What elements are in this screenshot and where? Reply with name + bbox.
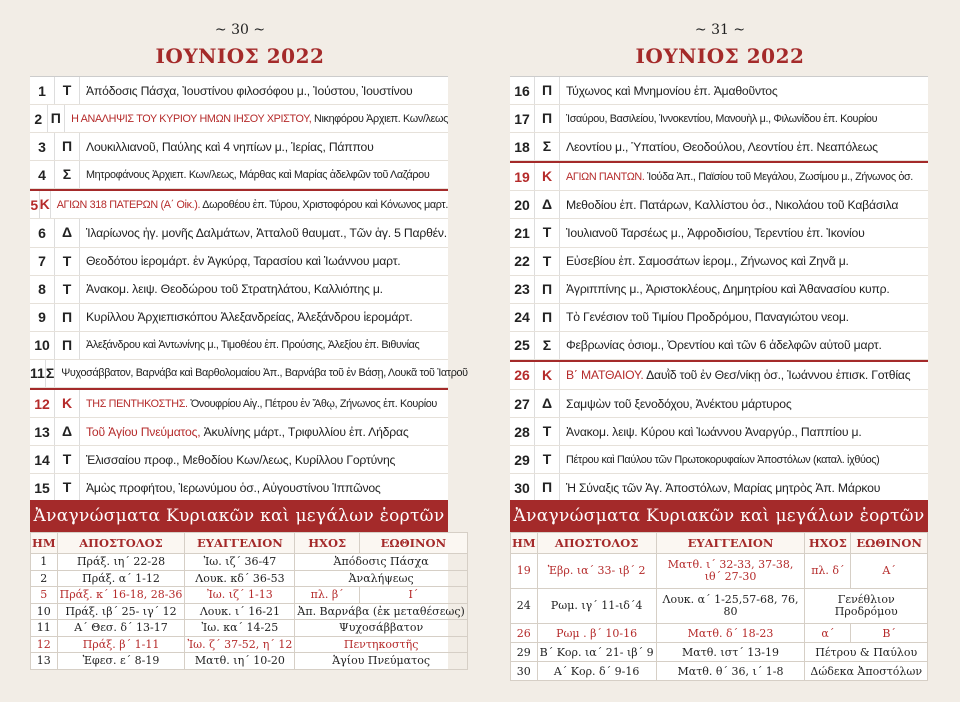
day-number: 9 xyxy=(38,309,46,326)
day-number: 13 xyxy=(34,423,50,440)
page-number: ~ 31 ~ xyxy=(694,22,746,38)
reading-day: 26 xyxy=(511,624,538,643)
reading-apostle: Ρωμ . β΄ 10-16 xyxy=(537,624,656,643)
reading-gospel: Λουκ. ι΄ 16-21 xyxy=(185,603,295,620)
reading-day: 1 xyxy=(31,554,58,571)
saints-text: Μητροφάνους Ἀρχιεπ. Κων/λεως, Μάρθας καὶ Μαρίας ἀδελφῶν τοῦ Λαζάρου xyxy=(86,168,430,181)
month-title: ΙΟΥΝΙΟΣ 2022 xyxy=(635,44,805,68)
day-saints xyxy=(80,339,448,351)
feast-name: ΤΗΣ ΠΕΝΤΗΚΟΣΤΗΣ. xyxy=(86,397,188,410)
day-saints xyxy=(560,226,928,240)
column-header: ΑΠΟΣΤΟΛΟΣ xyxy=(57,533,185,554)
readings-title: Ἀναγνώσματα Κυριακῶν καὶ μεγάλων ἑορτῶν xyxy=(510,500,928,532)
reading-apostle: Πράξ. β΄ 1-11 xyxy=(57,636,185,653)
saints-text: Ἀγριππίνης μ., Ἀριστοκλέους, Δημητρίου καὶ Ἀθανασίου κυπρ. xyxy=(566,282,890,297)
reading-row xyxy=(511,624,928,643)
reading-feast: Ἀναλήψεως xyxy=(295,570,467,587)
day-row xyxy=(30,332,448,360)
day-row xyxy=(30,418,448,446)
saints-text: Ἡ Σύναξις τῶν Ἁγ. Ἀποστόλων, Μαρίας μητρὸς Ἀπ. Μάρκου xyxy=(566,480,881,495)
reading-gospel: Ματθ. θ΄ 36, ι΄ 1-8 xyxy=(656,662,805,681)
weekday-letter: Δ xyxy=(54,418,80,445)
day-row xyxy=(30,360,468,388)
weekday-letter: Τ xyxy=(54,276,80,303)
saints-text: Εὐσεβίου ἐπ. Σαμοσάτων ἱερομ., Ζήνωνος καὶ Ζηνᾶ μ. xyxy=(566,254,849,269)
weekday-letter: Π xyxy=(534,105,560,132)
day-number: 4 xyxy=(38,166,46,183)
readings-table xyxy=(30,532,468,670)
saints-text: Ἰσαύρου, Βασιλείου, Ἰννοκεντίου, Μανουὴλ μ., Φιλωνίδου ἐπ. Κουρίου xyxy=(566,112,878,125)
weekday-letter: Δ xyxy=(534,390,560,417)
saints-text: Ἰουλιανοῦ Ταρσέως μ., Ἀφροδισίου, Τερεντίου ἐπ. Ἰκονίου xyxy=(566,226,865,241)
reading-row xyxy=(31,554,468,571)
day-number: 3 xyxy=(38,138,46,155)
readings-title: Ἀναγνώσματα Κυριακῶν καὶ μεγάλων ἑορτῶν xyxy=(30,500,448,532)
day-saints xyxy=(65,113,448,125)
reading-tone: πλ. δ΄ xyxy=(805,554,851,589)
day-saints xyxy=(80,282,448,296)
day-row xyxy=(30,474,448,502)
weekday-letter: Π xyxy=(54,304,80,331)
day-number: 8 xyxy=(38,281,46,298)
day-row xyxy=(30,133,448,161)
day-number: 12 xyxy=(34,395,50,412)
reading-day: 11 xyxy=(31,620,58,637)
calendar-list xyxy=(30,76,468,502)
reading-day: 29 xyxy=(511,643,538,662)
day-saints xyxy=(560,198,928,212)
reading-gospel: Ματθ. ιη΄ 10-20 xyxy=(185,653,295,670)
reading-feast: Ἀπόδοσις Πάσχα xyxy=(295,554,467,571)
reading-row xyxy=(511,643,928,662)
weekday-letter: Π xyxy=(54,332,80,359)
saints-text: Ἀπόδοσις Πάσχα, Ἰουστίνου φιλοσόφου μ., Ἰούστου, Ἰουστίνου xyxy=(86,83,413,98)
saints-text: Ἀνακομ. λειψ. Θεοδώρου τοῦ Στρατηλάτου, Καλλιόπης μ. xyxy=(86,282,383,297)
day-saints xyxy=(560,338,928,352)
day-number: 15 xyxy=(34,479,50,496)
reading-day: 24 xyxy=(511,589,538,624)
saints-text: Λουκιλλιανοῦ, Παύλης καὶ 4 νηπίων μ., Ἱερίας, Πάππου xyxy=(86,139,374,154)
day-saints xyxy=(560,140,928,154)
day-saints xyxy=(560,282,928,296)
reading-feast: Δώδεκα Ἀποστόλων xyxy=(805,662,928,681)
day-saints xyxy=(80,140,448,154)
day-row xyxy=(510,276,928,304)
day-row xyxy=(510,332,928,360)
reading-apostle: Πράξ. ιη΄ 22-28 xyxy=(57,554,185,571)
day-number: 2 xyxy=(34,110,43,127)
day-number: 7 xyxy=(38,253,46,270)
reading-feast: Ψυχοσάββατον xyxy=(295,620,467,637)
day-number: 25 xyxy=(514,337,530,354)
feast-name: ΑΓΙΩΝ ΠΑΝΤΩΝ. xyxy=(566,170,645,183)
day-saints xyxy=(51,199,448,211)
day-row xyxy=(30,189,448,219)
day-saints xyxy=(560,368,928,382)
day-row xyxy=(510,219,928,247)
weekday-letter: Κ xyxy=(534,163,560,190)
column-header: ΗΜ xyxy=(31,533,58,554)
day-number: 28 xyxy=(514,423,530,440)
reading-row xyxy=(31,653,468,670)
reading-tone: α΄ xyxy=(805,624,851,643)
day-saints xyxy=(560,310,928,324)
weekday-letter: Δ xyxy=(54,219,80,246)
weekday-letter: Π xyxy=(54,133,80,160)
reading-feast: Πέτρου & Παύλου xyxy=(805,643,928,662)
column-header: ΕΥΑΓΓΕΛΙΟΝ xyxy=(185,533,295,554)
column-header: ΕΩΘΙΝΟΝ xyxy=(851,533,928,554)
weekday-letter: Τ xyxy=(54,474,80,501)
saints-text: Ψυχοσάββατον, Βαρνάβα καὶ Βαρθολομαίου Ἀπ., Βαρνάβα τοῦ ἐν Βάσῃ, Λουκᾶ τοῦ Ἰατροῦ xyxy=(61,367,468,380)
saints-text: Δωροθέου ἐπ. Τύρου, Χριστοφόρου καὶ Κόνωνος μαρτ. xyxy=(200,198,448,211)
day-number: 19 xyxy=(514,168,530,185)
reading-eothinon: Α΄ xyxy=(851,554,928,589)
day-row xyxy=(510,191,928,219)
saints-text: Πέτρου καὶ Παύλου τῶν Πρωτοκορυφαίων Ἀποστόλων (καταλ. ἰχθύος) xyxy=(566,453,880,466)
day-row xyxy=(30,388,448,418)
reading-apostle: Α΄ Θεσ. δ΄ 13-17 xyxy=(57,620,185,637)
weekday-letter: Π xyxy=(47,105,66,132)
day-number: 21 xyxy=(514,225,530,242)
reading-apostle: Β΄ Κορ. ια΄ 21- ιβ΄ 9 xyxy=(537,643,656,662)
day-row xyxy=(510,390,928,418)
saints-text: Ὀνουφρίου Αἰγ., Πέτρου ἐν Ἄθῳ, Ζήνωνος ἐπ. Κουρίου xyxy=(187,397,437,410)
reading-day: 5 xyxy=(31,587,58,604)
reading-apostle: Πράξ. κ΄ 16-18, 28-36 xyxy=(57,587,185,604)
day-row xyxy=(510,248,928,276)
reading-row xyxy=(31,620,468,637)
weekday-letter: Σ xyxy=(45,360,55,387)
saints-text: Σαμψὼν τοῦ ξενοδόχου, Ἀνέκτου μάρτυρος xyxy=(566,396,792,411)
reading-day: 30 xyxy=(511,662,538,681)
saints-text: Ἱλαρίωνος ἡγ. μονῆς Δαλμάτων, Ἀτταλοῦ θαυματ., Τῶν ἁγ. 5 Παρθέν. xyxy=(86,226,447,241)
day-row xyxy=(510,161,928,191)
reading-apostle: Α΄ Κορ. δ΄ 9-16 xyxy=(537,662,656,681)
weekday-letter: Σ xyxy=(54,161,80,188)
reading-gospel: Ἰω. κα΄ 14-25 xyxy=(185,620,295,637)
reading-row xyxy=(31,587,468,604)
day-number: 18 xyxy=(514,138,530,155)
reading-feast: Ἀπ. Βαρνάβα (ἐκ μεταθέσεως) xyxy=(295,603,467,620)
reading-gospel: Ἰω. ιζ΄ 36-47 xyxy=(185,554,295,571)
day-saints xyxy=(55,367,468,379)
day-number: 6 xyxy=(38,225,46,242)
reading-row xyxy=(511,662,928,681)
day-number: 30 xyxy=(514,479,530,496)
reading-feast: Πεντηκοστῆς xyxy=(295,636,467,653)
day-saints xyxy=(80,226,448,240)
readings-section xyxy=(510,500,928,681)
day-saints xyxy=(80,453,448,467)
column-header: ΑΠΟΣΤΟΛΟΣ xyxy=(537,533,656,554)
day-number: 24 xyxy=(514,309,530,326)
day-row xyxy=(510,418,928,446)
weekday-letter: Σ xyxy=(534,332,560,359)
weekday-letter: Κ xyxy=(534,362,560,389)
weekday-letter: Τ xyxy=(54,248,80,275)
day-row xyxy=(510,77,928,105)
weekday-letter: Τ xyxy=(534,418,560,445)
column-header: ΕΥΑΓΓΕΛΙΟΝ xyxy=(656,533,805,554)
day-number: 20 xyxy=(514,196,530,213)
day-number: 29 xyxy=(514,451,530,468)
reading-gospel: Ματθ. ιστ΄ 13-19 xyxy=(656,643,805,662)
reading-apostle: Πράξ. ιβ΄ 25- ιγ΄ 12 xyxy=(57,603,185,620)
day-saints xyxy=(560,254,928,268)
reading-gospel: Ἰω. ιζ΄ 1-13 xyxy=(185,587,295,604)
right-page xyxy=(480,0,960,702)
day-number: 27 xyxy=(514,395,530,412)
feast-name: Τοῦ Ἁγίου Πνεύματος, xyxy=(86,424,201,439)
feast-name: ΑΓΙΩΝ 318 ΠΑΤΕΡΩΝ (Α΄ Οἰκ.). xyxy=(56,198,201,211)
month-title: ΙΟΥΝΙΟΣ 2022 xyxy=(155,44,325,68)
reading-gospel: Λουκ. α΄ 1-25,57-68, 76, 80 xyxy=(656,589,805,624)
reading-apostle: Πράξ. α΄ 1-12 xyxy=(57,570,185,587)
saints-text: Θεοδότου ἱερομάρτ. ἐν Ἀγκύρᾳ, Ταρασίου καὶ Ἰωάννου μαρτ. xyxy=(86,254,401,269)
day-number: 22 xyxy=(514,253,530,270)
reading-apostle: Ἑβρ. ια΄ 33- ιβ΄ 2 xyxy=(537,554,656,589)
weekday-letter: Τ xyxy=(54,446,80,473)
reading-apostle: Ρωμ. ιγ΄ 11-ιδ΄4 xyxy=(537,589,656,624)
day-row xyxy=(30,77,448,105)
day-saints xyxy=(80,398,448,410)
day-row xyxy=(510,133,928,161)
saints-text: Μεθοδίου ἐπ. Πατάρων, Καλλίστου ὁσ., Νικολάου τοῦ Καβάσιλα xyxy=(566,197,899,212)
weekday-letter: Τ xyxy=(534,248,560,275)
reading-day: 13 xyxy=(31,653,58,670)
day-number: 23 xyxy=(514,281,530,298)
reading-gospel: Ματθ. ι΄ 32-33, 37-38, ιθ΄ 27-30 xyxy=(656,554,805,589)
day-row xyxy=(30,105,448,133)
saints-text: Τύχωνος καὶ Μνημονίου ἐπ. Ἀμαθοῦντος xyxy=(566,83,778,98)
day-row xyxy=(30,248,448,276)
day-row xyxy=(510,474,928,502)
day-number: 17 xyxy=(514,110,530,127)
day-number: 5 xyxy=(30,196,39,213)
day-saints xyxy=(80,84,448,98)
saints-text: Ἐλισσαίου προφ., Μεθοδίου Κων/λεως, Κυρίλλου Γορτύνης xyxy=(86,452,396,467)
column-header: ΕΩΘΙΝΟΝ xyxy=(359,533,467,554)
day-row xyxy=(510,360,928,390)
weekday-letter: Τ xyxy=(54,77,80,104)
saints-text: Νικηφόρου Ἀρχιεπ. Κων/λεως xyxy=(311,112,448,125)
feast-name: Β΄ ΜΑΤΘΑΙΟΥ. xyxy=(566,368,644,383)
reading-row xyxy=(511,589,928,624)
day-saints xyxy=(560,397,928,411)
saints-text: Κυρίλλου Ἀρχιεπισκόπου Ἀλεξανδρείας, Ἀλεξάνδρου ἱερομάρτ. xyxy=(86,310,413,325)
day-saints xyxy=(560,425,928,439)
feast-name: Η ΑΝΑΛΗΨΙΣ ΤΟΥ ΚΥΡΙΟΥ ΗΜΩΝ ΙΗΣΟΥ ΧΡΙΣΤΟΥ, xyxy=(71,112,312,125)
reading-row xyxy=(511,554,928,589)
day-row xyxy=(510,105,928,133)
saints-text: Ἀμὼς προφήτου, Ἱερωνύμου ὁσ., Αὐγουστίνου Ἱππῶνος xyxy=(86,480,381,495)
column-header: ΗΧΟΣ xyxy=(805,533,851,554)
weekday-letter: Κ xyxy=(54,390,80,417)
readings-section xyxy=(30,500,465,670)
reading-tone: πλ. β΄ xyxy=(295,587,360,604)
day-saints xyxy=(80,481,448,495)
calendar-list xyxy=(510,76,928,502)
weekday-letter: Σ xyxy=(534,133,560,160)
day-saints xyxy=(560,481,928,495)
reading-gospel: Ματθ. δ΄ 18-23 xyxy=(656,624,805,643)
reading-apostle: Ἐφεσ. ε΄ 8-19 xyxy=(57,653,185,670)
reading-gospel: Λουκ. κδ΄ 36-53 xyxy=(185,570,295,587)
weekday-letter: Τ xyxy=(534,446,560,473)
saints-text: Ἀλεξάνδρου καὶ Ἀντωνίνης μ., Τιμοθέου ἐπ. Προύσης, Ἀλεξίου ἐπ. Βιθυνίας xyxy=(86,339,420,352)
reading-day: 2 xyxy=(31,570,58,587)
column-header: ΗΧΟΣ xyxy=(295,533,360,554)
weekday-letter: Π xyxy=(534,276,560,303)
column-header: ΗΜ xyxy=(511,533,538,554)
reading-feast: Ἁγίου Πνεύματος xyxy=(295,653,467,670)
day-row xyxy=(30,446,448,474)
saints-text: Φεβρωνίας ὁσιομ., Ὀρεντίου καὶ τῶν 6 ἀδελφῶν αὐτοῦ μαρτ. xyxy=(566,338,882,353)
reading-feast: Γενέθλιον Προδρόμου xyxy=(805,589,928,624)
reading-day: 12 xyxy=(31,636,58,653)
reading-row xyxy=(31,570,468,587)
day-saints xyxy=(80,169,448,181)
reading-day: 19 xyxy=(511,554,538,589)
day-number: 14 xyxy=(34,451,50,468)
saints-text: Ἀκυλίνης μάρτ., Τριφυλλίου ἐπ. Λήδρας xyxy=(200,424,409,439)
day-number: 10 xyxy=(34,337,50,354)
saints-text: Ἰούδα Ἀπ., Παϊσίου τοῦ Μεγάλου, Ζωσίμου μ., Ζήνωνος ὁσ. xyxy=(644,170,913,183)
saints-text: Τὸ Γενέσιον τοῦ Τιμίου Προδρόμου, Παναγιώτου νεομ. xyxy=(566,310,849,325)
day-row xyxy=(510,304,928,332)
reading-eothinon: Ι΄ xyxy=(359,587,467,604)
day-saints xyxy=(560,171,928,183)
saints-text: Ἀνακομ. λειψ. Κύρου καὶ Ἰωάννου Ἀναργύρ., Παππίου μ. xyxy=(566,424,862,439)
day-saints xyxy=(560,454,928,466)
day-number: 11 xyxy=(30,365,45,382)
weekday-letter: Κ xyxy=(39,191,51,218)
reading-row xyxy=(31,636,468,653)
weekday-letter: Π xyxy=(534,77,560,104)
reading-eothinon: Β΄ xyxy=(851,624,928,643)
day-number: 16 xyxy=(514,82,530,99)
day-saints xyxy=(80,310,448,324)
day-row xyxy=(30,219,448,247)
reading-row xyxy=(31,603,468,620)
day-row xyxy=(30,161,448,189)
day-saints xyxy=(560,113,928,125)
reading-gospel: Ἰω. ζ΄ 37-52, η΄ 12 xyxy=(185,636,295,653)
day-row xyxy=(30,276,448,304)
day-number: 1 xyxy=(38,82,46,99)
day-row xyxy=(510,446,928,474)
reading-day: 10 xyxy=(31,603,58,620)
saints-text: Λεοντίου μ., Ὑπατίου, Θεοδούλου, Λεοντίου ἐπ. Νεαπόλεως xyxy=(566,139,878,154)
weekday-letter: Δ xyxy=(534,191,560,218)
page-number: ~ 30 ~ xyxy=(214,22,266,38)
readings-table xyxy=(510,532,928,681)
day-row xyxy=(30,304,448,332)
weekday-letter: Τ xyxy=(534,219,560,246)
saints-text: Δαυῒδ τοῦ ἐν Θεσ/νίκῃ ὁσ., Ἰωάννου ἐπισκ. Γοτθίας xyxy=(643,368,911,383)
day-saints xyxy=(560,84,928,98)
day-saints xyxy=(80,425,448,439)
weekday-letter: Π xyxy=(534,304,560,331)
day-number: 26 xyxy=(514,367,530,384)
weekday-letter: Π xyxy=(534,474,560,501)
day-saints xyxy=(80,254,448,268)
